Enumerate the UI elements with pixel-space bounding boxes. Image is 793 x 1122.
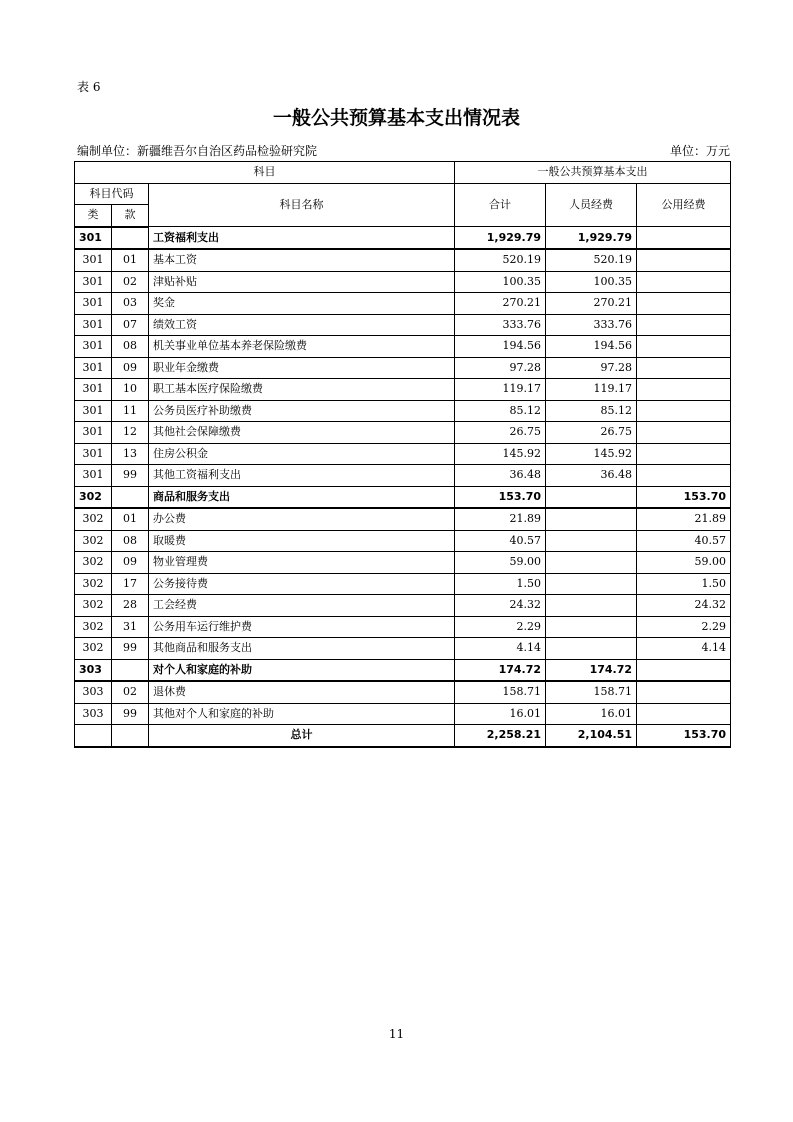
total-cell: 174.72	[455, 659, 546, 681]
subject-name-cell: 办公费	[149, 508, 455, 530]
item-code-cell: 12	[112, 422, 149, 444]
total-cell: 40.57	[455, 530, 546, 552]
header-budget: 一般公共预算基本支出	[455, 162, 731, 184]
total-cell: 16.01	[455, 703, 546, 725]
table-row	[75, 703, 731, 725]
public-cell	[637, 314, 731, 336]
public-cell: 21.89	[637, 508, 731, 530]
header-personnel: 人员经费	[546, 183, 637, 227]
table-row	[75, 271, 731, 293]
subject-name-cell: 机关事业单位基本养老保险缴费	[149, 336, 455, 358]
class-code-cell: 302	[75, 552, 112, 574]
item-code-cell: 09	[112, 552, 149, 574]
personnel-cell	[546, 508, 637, 530]
header-code: 科目代码	[75, 183, 149, 205]
public-cell: 24.32	[637, 595, 731, 617]
grand-total-cell: 2,258.21	[455, 725, 546, 747]
item-code-cell: 99	[112, 638, 149, 660]
class-code-cell: 302	[75, 508, 112, 530]
item-code-cell: 01	[112, 508, 149, 530]
personnel-cell: 174.72	[546, 659, 637, 681]
personnel-cell: 194.56	[546, 336, 637, 358]
subject-name-cell: 商品和服务支出	[149, 486, 455, 508]
class-code-cell: 301	[75, 293, 112, 315]
table-row	[75, 530, 731, 552]
total-cell: 85.12	[455, 400, 546, 422]
class-code-cell: 303	[75, 703, 112, 725]
class-code-cell: 301	[75, 271, 112, 293]
item-code-cell: 10	[112, 379, 149, 401]
subject-name-cell: 奖金	[149, 293, 455, 315]
personnel-cell	[546, 573, 637, 595]
class-code-cell: 301	[75, 227, 112, 250]
personnel-cell: 85.12	[546, 400, 637, 422]
class-code-cell: 301	[75, 336, 112, 358]
public-cell	[637, 336, 731, 358]
public-cell: 2.29	[637, 616, 731, 638]
total-cell: 26.75	[455, 422, 546, 444]
subject-name-cell: 其他对个人和家庭的补助	[149, 703, 455, 725]
table-row	[75, 314, 731, 336]
total-cell: 1.50	[455, 573, 546, 595]
class-code-cell: 303	[75, 659, 112, 681]
item-code-cell: 28	[112, 595, 149, 617]
total-cell: 24.32	[455, 595, 546, 617]
table-number: 表 6	[77, 80, 101, 94]
subject-name-cell: 其他工资福利支出	[149, 465, 455, 487]
table-row	[75, 638, 731, 660]
table-row	[75, 573, 731, 595]
table-row	[75, 508, 731, 530]
header-item: 款	[112, 205, 149, 227]
table-row	[75, 336, 731, 358]
personnel-cell: 1,929.79	[546, 227, 637, 250]
table-row	[75, 465, 731, 487]
personnel-cell: 145.92	[546, 443, 637, 465]
personnel-cell: 270.21	[546, 293, 637, 315]
subject-name-cell: 职业年金缴费	[149, 357, 455, 379]
subject-name-cell: 基本工资	[149, 249, 455, 271]
grand-personnel-cell: 2,104.51	[546, 725, 637, 747]
personnel-cell	[546, 530, 637, 552]
table-group-row	[75, 227, 731, 250]
class-code-cell: 301	[75, 465, 112, 487]
table-row	[75, 681, 731, 703]
subject-name-cell: 对个人和家庭的补助	[149, 659, 455, 681]
total-cell: 119.17	[455, 379, 546, 401]
subject-name-cell: 公务员医疗补助缴费	[149, 400, 455, 422]
personnel-cell: 26.75	[546, 422, 637, 444]
item-code-cell: 13	[112, 443, 149, 465]
public-cell	[637, 681, 731, 703]
subject-name-cell: 绩效工资	[149, 314, 455, 336]
public-cell: 4.14	[637, 638, 731, 660]
total-cell: 97.28	[455, 357, 546, 379]
public-cell	[637, 227, 731, 250]
public-cell	[637, 357, 731, 379]
header-row-2	[75, 183, 731, 205]
total-cell: 194.56	[455, 336, 546, 358]
personnel-cell: 100.35	[546, 271, 637, 293]
subject-name-cell: 其他社会保障缴费	[149, 422, 455, 444]
subject-name-cell: 取暖费	[149, 530, 455, 552]
total-cell: 21.89	[455, 508, 546, 530]
grand-public-cell: 153.70	[637, 725, 731, 747]
class-code-cell: 301	[75, 379, 112, 401]
class-code-cell: 301	[75, 422, 112, 444]
personnel-cell	[546, 616, 637, 638]
item-code-cell: 07	[112, 314, 149, 336]
class-code-cell: 301	[75, 314, 112, 336]
table-group-row	[75, 486, 731, 508]
header-subject: 科目	[75, 162, 455, 184]
public-cell: 1.50	[637, 573, 731, 595]
public-cell: 40.57	[637, 530, 731, 552]
public-cell	[637, 422, 731, 444]
personnel-cell	[546, 552, 637, 574]
public-cell	[637, 465, 731, 487]
subject-name-cell: 退休费	[149, 681, 455, 703]
subject-name-cell: 其他商品和服务支出	[149, 638, 455, 660]
table-row	[75, 357, 731, 379]
header-class: 类	[75, 205, 112, 227]
item-code-cell	[112, 659, 149, 681]
item-code-cell: 17	[112, 573, 149, 595]
personnel-cell	[546, 486, 637, 508]
public-cell	[637, 271, 731, 293]
header-name: 科目名称	[149, 183, 455, 227]
class-code-cell: 302	[75, 573, 112, 595]
total-cell: 158.71	[455, 681, 546, 703]
unit-line: 单位：万元	[669, 144, 730, 158]
class-code-cell: 301	[75, 357, 112, 379]
public-cell: 153.70	[637, 486, 731, 508]
subject-name-cell: 工会经费	[149, 595, 455, 617]
public-cell	[637, 400, 731, 422]
public-cell	[637, 379, 731, 401]
total-cell: 100.35	[455, 271, 546, 293]
table-row	[75, 595, 731, 617]
class-code-cell: 302	[75, 486, 112, 508]
total-cell: 145.92	[455, 443, 546, 465]
personnel-cell	[546, 638, 637, 660]
subject-name-cell: 职工基本医疗保险缴费	[149, 379, 455, 401]
public-cell	[637, 293, 731, 315]
table-row	[75, 422, 731, 444]
total-row	[75, 725, 731, 747]
table-row	[75, 293, 731, 315]
table-group-row	[75, 659, 731, 681]
class-code-cell: 301	[75, 400, 112, 422]
item-code-cell: 99	[112, 465, 149, 487]
personnel-cell: 520.19	[546, 249, 637, 271]
subject-name-cell: 公务接待费	[149, 573, 455, 595]
item-code-cell	[112, 486, 149, 508]
budget-table	[74, 161, 731, 748]
personnel-cell: 158.71	[546, 681, 637, 703]
subject-name-cell: 津贴补贴	[149, 271, 455, 293]
public-cell: 59.00	[637, 552, 731, 574]
total-cell: 333.76	[455, 314, 546, 336]
table-row	[75, 249, 731, 271]
subject-name-cell: 住房公积金	[149, 443, 455, 465]
table-row	[75, 616, 731, 638]
header-row-1	[75, 162, 731, 184]
item-code-cell: 08	[112, 530, 149, 552]
item-code-cell: 31	[112, 616, 149, 638]
item-code-cell	[112, 227, 149, 250]
page-number: 11	[388, 1027, 405, 1041]
item-code-cell: 02	[112, 681, 149, 703]
class-code-cell: 301	[75, 249, 112, 271]
total-cell: 36.48	[455, 465, 546, 487]
budget-table-body	[75, 162, 731, 747]
header-public: 公用经费	[637, 183, 731, 227]
total-cell: 1,929.79	[455, 227, 546, 250]
total-cell: 4.14	[455, 638, 546, 660]
personnel-cell	[546, 595, 637, 617]
item-code-cell: 08	[112, 336, 149, 358]
item-code-cell: 03	[112, 293, 149, 315]
header-total: 合计	[455, 183, 546, 227]
personnel-cell: 16.01	[546, 703, 637, 725]
total-cell: 520.19	[455, 249, 546, 271]
subject-name-cell: 工资福利支出	[149, 227, 455, 250]
item-code-cell: 99	[112, 703, 149, 725]
total-cell: 59.00	[455, 552, 546, 574]
public-cell	[637, 659, 731, 681]
class-code-cell: 302	[75, 595, 112, 617]
subject-name-cell: 物业管理费	[149, 552, 455, 574]
public-cell	[637, 703, 731, 725]
item-code-cell: 09	[112, 357, 149, 379]
class-code-cell: 303	[75, 681, 112, 703]
personnel-cell: 36.48	[546, 465, 637, 487]
total-cell: 270.21	[455, 293, 546, 315]
table-row	[75, 443, 731, 465]
class-code-cell: 302	[75, 616, 112, 638]
item-code-cell: 01	[112, 249, 149, 271]
class-code-cell: 302	[75, 638, 112, 660]
class-code-cell: 302	[75, 530, 112, 552]
total-cell: 2.29	[455, 616, 546, 638]
subject-name-cell: 公务用车运行维护费	[149, 616, 455, 638]
total-empty-cell	[112, 725, 149, 747]
personnel-cell: 119.17	[546, 379, 637, 401]
item-code-cell: 02	[112, 271, 149, 293]
class-code-cell: 301	[75, 443, 112, 465]
table-row	[75, 379, 731, 401]
personnel-cell: 333.76	[546, 314, 637, 336]
total-label-cell: 总计	[149, 725, 455, 747]
page-title: 一般公共预算基本支出情况表	[272, 107, 520, 129]
table-row	[75, 552, 731, 574]
total-empty-cell	[75, 725, 112, 747]
personnel-cell: 97.28	[546, 357, 637, 379]
organization-line: 编制单位：新疆维吾尔自治区药品检验研究院	[77, 144, 318, 158]
total-cell: 153.70	[455, 486, 546, 508]
public-cell	[637, 443, 731, 465]
item-code-cell: 11	[112, 400, 149, 422]
table-row	[75, 400, 731, 422]
public-cell	[637, 249, 731, 271]
